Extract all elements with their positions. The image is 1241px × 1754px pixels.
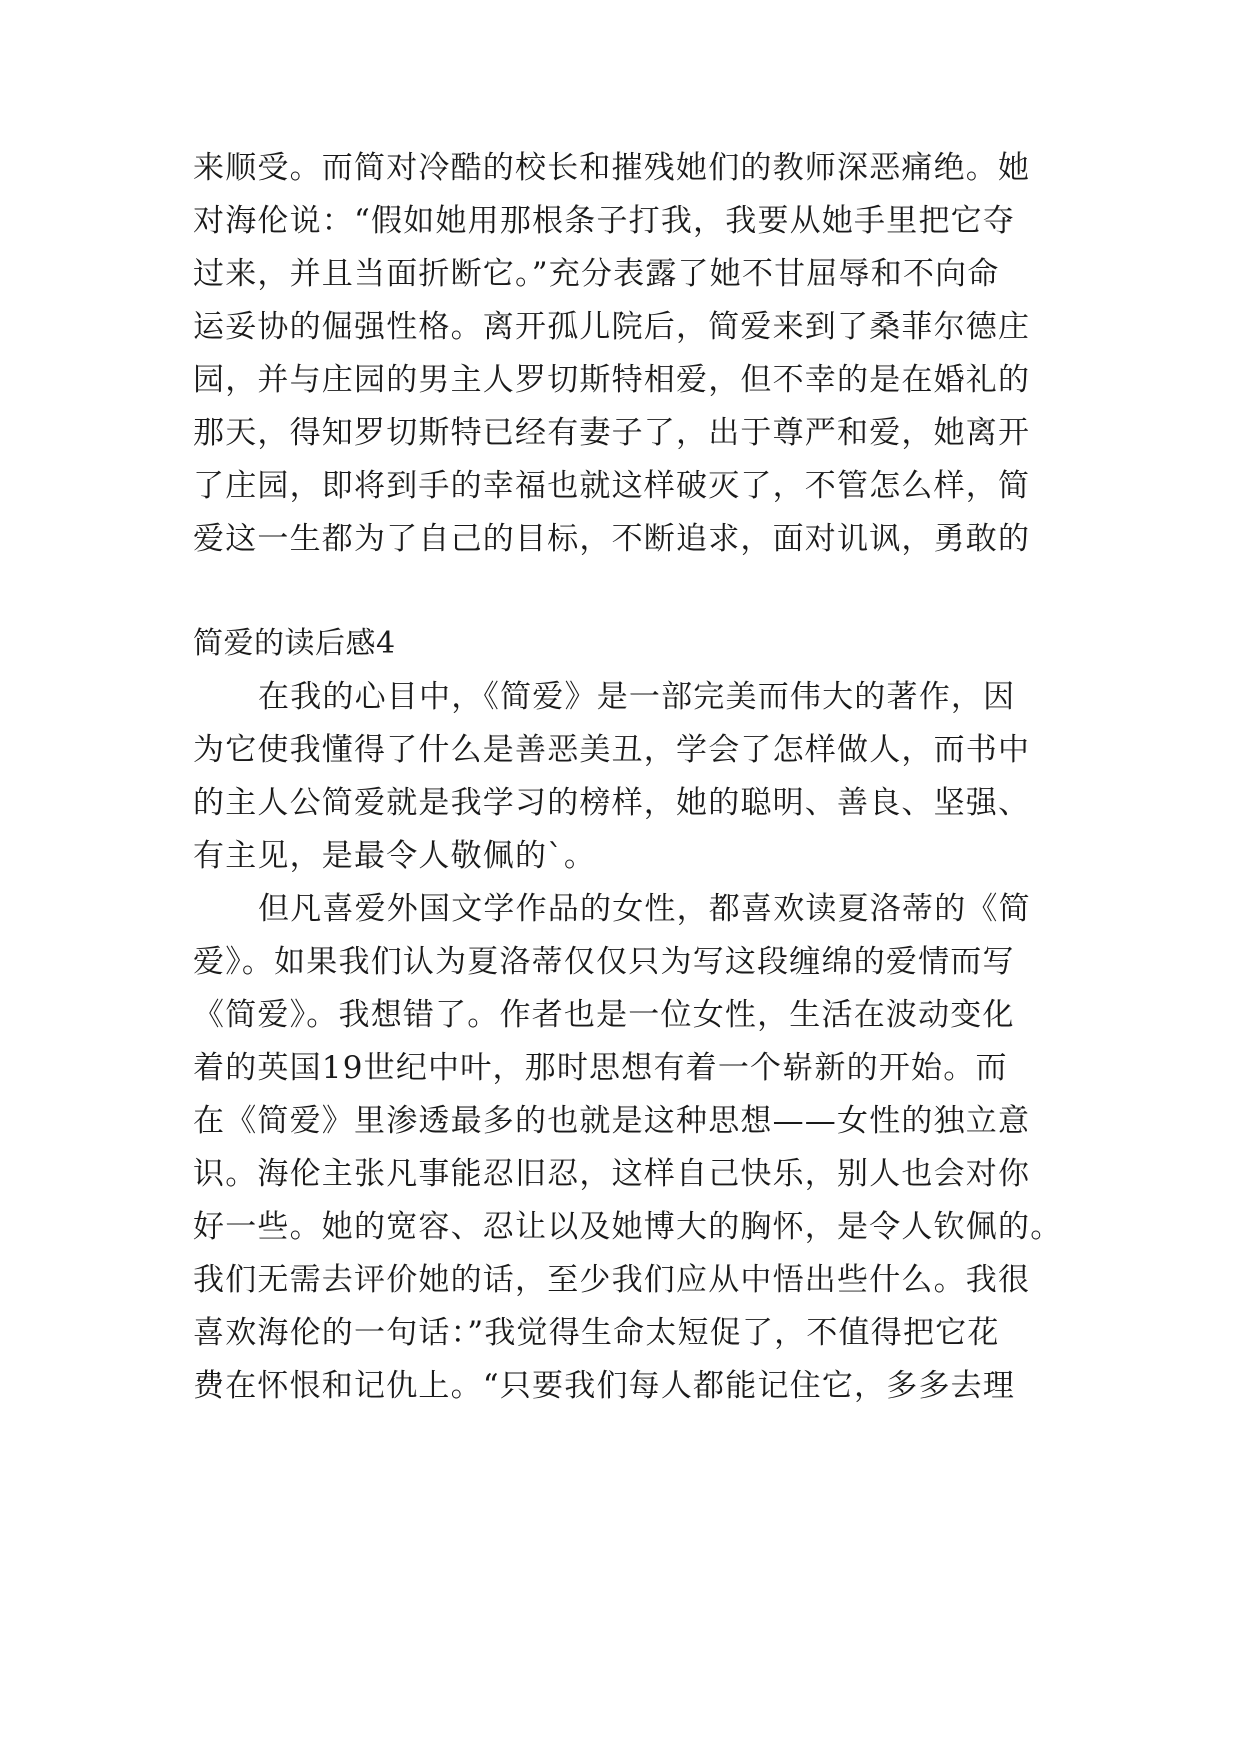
text-line: 了庄园，即将到手的幸福也就这样破灭了，不管怎么样，简 xyxy=(193,468,1031,504)
text-line: 那天，得知罗切斯特已经有妻子了，出于尊严和爱，她离开 xyxy=(193,415,1031,451)
text-line: 识。海伦主张凡事能忍旧忍，这样自己快乐，别人也会对你 xyxy=(193,1156,1031,1192)
text-line: 过来，并且当面折断它。”充分表露了她不甘屈辱和不向命 xyxy=(193,256,1000,292)
text-line: 在《简爱》里渗透最多的也就是这种思想——女性的独立意 xyxy=(193,1103,1031,1139)
text-line: 爱这一生都为了自己的目标，不断追求，面对讥讽，勇敢的 xyxy=(193,521,1031,557)
text-line: 在我的心目中，《简爱》是一部完美而伟大的著作，因 xyxy=(258,679,1016,715)
text-line: 着的英国19世纪中叶，那时思想有着一个崭新的开始。而 xyxy=(193,1050,1008,1086)
text-line: 我们无需去评价她的话，至少我们应从中悟出些什么。我很 xyxy=(193,1262,1031,1298)
text-line: 好一些。她的宽容、忍让以及她博大的胸怀，是令人钦佩的。 xyxy=(193,1209,1063,1245)
text-line: 费在怀恨和记仇上。“只要我们每人都能记住它，多多去理 xyxy=(193,1368,1016,1404)
text-line: 有主见，是最令人敬佩的`。 xyxy=(193,838,597,874)
section-heading: 简爱的读后感4 xyxy=(193,626,396,661)
text-line: 对海伦说：“假如她用那根条子打我，我要从她手里把它夺 xyxy=(193,203,1016,239)
text-line: 《简爱》。我想错了。作者也是一位女性，生活在波动变化 xyxy=(193,997,1015,1033)
text-line: 运妥协的倔强性格。离开孤儿院后，简爱来到了桑菲尔德庄 xyxy=(193,309,1031,345)
text-line: 来顺受。而简对冷酷的校长和摧残她们的教师深恶痛绝。她 xyxy=(193,150,1031,186)
text-line: 喜欢海伦的一句话：”我觉得生命太短促了，不值得把它花 xyxy=(193,1315,1000,1351)
text-line: 爱》。如果我们认为夏洛蒂仅仅只为写这段缠绵的爱情而写 xyxy=(193,944,1015,980)
text-line: 园，并与庄园的男主人罗切斯特相爱，但不幸的是在婚礼的 xyxy=(193,362,1031,398)
text-line: 为它使我懂得了什么是善恶美丑，学会了怎样做人，而书中 xyxy=(193,732,1031,768)
text-line: 的主人公简爱就是我学习的榜样，她的聪明、善良、坚强、 xyxy=(193,785,1031,821)
text-line: 但凡喜爱外国文学作品的女性，都喜欢读夏洛蒂的《简 xyxy=(258,891,1031,927)
